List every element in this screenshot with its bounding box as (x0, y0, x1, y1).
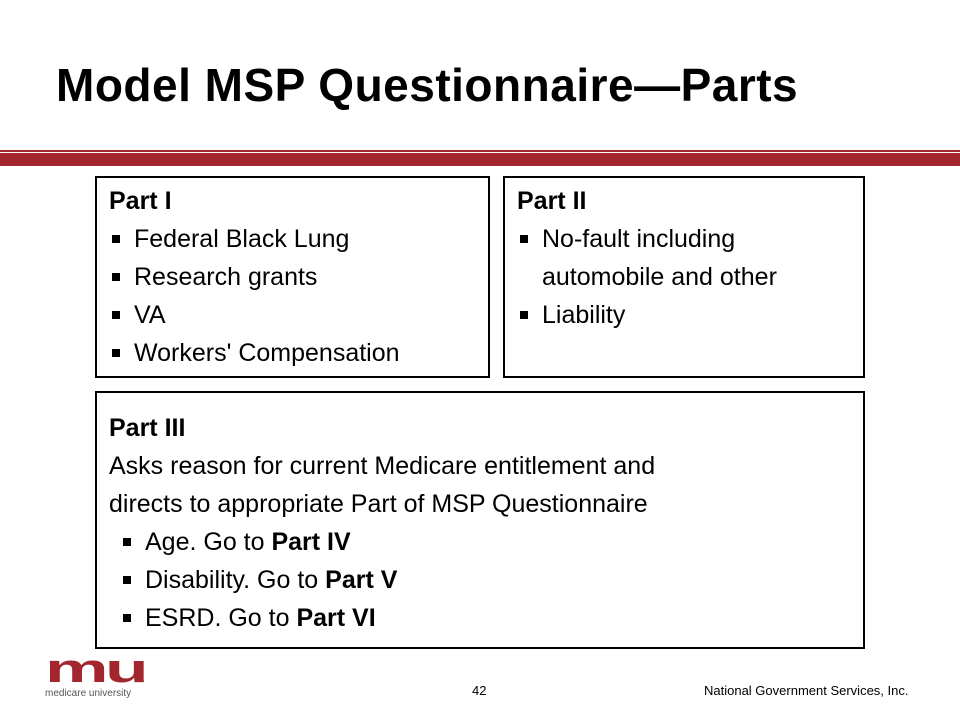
part-2-title: Part II (517, 187, 587, 215)
item-text: Age. Go to (145, 528, 272, 556)
list-item (109, 561, 863, 599)
part-1-list (109, 220, 488, 372)
part-1-box (95, 176, 490, 378)
part-3-box (95, 391, 865, 649)
part-1-title: Part I (109, 187, 172, 215)
item-text: ESRD. Go to (145, 604, 297, 632)
list-item: Liability (517, 296, 863, 334)
medicare-university-logo (44, 654, 156, 700)
list-item: VA (109, 296, 488, 334)
list-item (109, 523, 863, 561)
part-3-title: Part III (109, 414, 186, 442)
part-2-box (503, 176, 865, 378)
part-3-intro-line-2: directs to appropriate Part of MSP Questionnaire (109, 490, 648, 518)
item-part-ref: Part V (325, 566, 398, 594)
logo-letters: mu (45, 654, 145, 691)
slide-title: Model MSP Questionnaire—Parts (56, 59, 799, 111)
list-item: Federal Black Lung (109, 220, 488, 258)
item-part-ref: Part IV (271, 528, 351, 556)
item-text: Disability. Go to (145, 566, 326, 594)
item-part-ref: Part VI (296, 604, 376, 632)
accent-rule-thin (0, 150, 960, 152)
list-item: Research grants (109, 258, 488, 296)
list-item (109, 599, 863, 637)
part-3-list (109, 523, 863, 637)
page-number: 42 (472, 683, 487, 698)
part-2-list (517, 220, 863, 334)
list-item: Workers' Compensation (109, 334, 488, 372)
accent-rule-thick (0, 153, 960, 166)
logo-caption: medicare university (45, 688, 132, 699)
footer-organization: National Government Services, Inc. (704, 683, 909, 698)
part-3-intro-line-1: Asks reason for current Medicare entitlement and (109, 452, 656, 480)
list-item: No-fault including automobile and other (517, 220, 842, 296)
